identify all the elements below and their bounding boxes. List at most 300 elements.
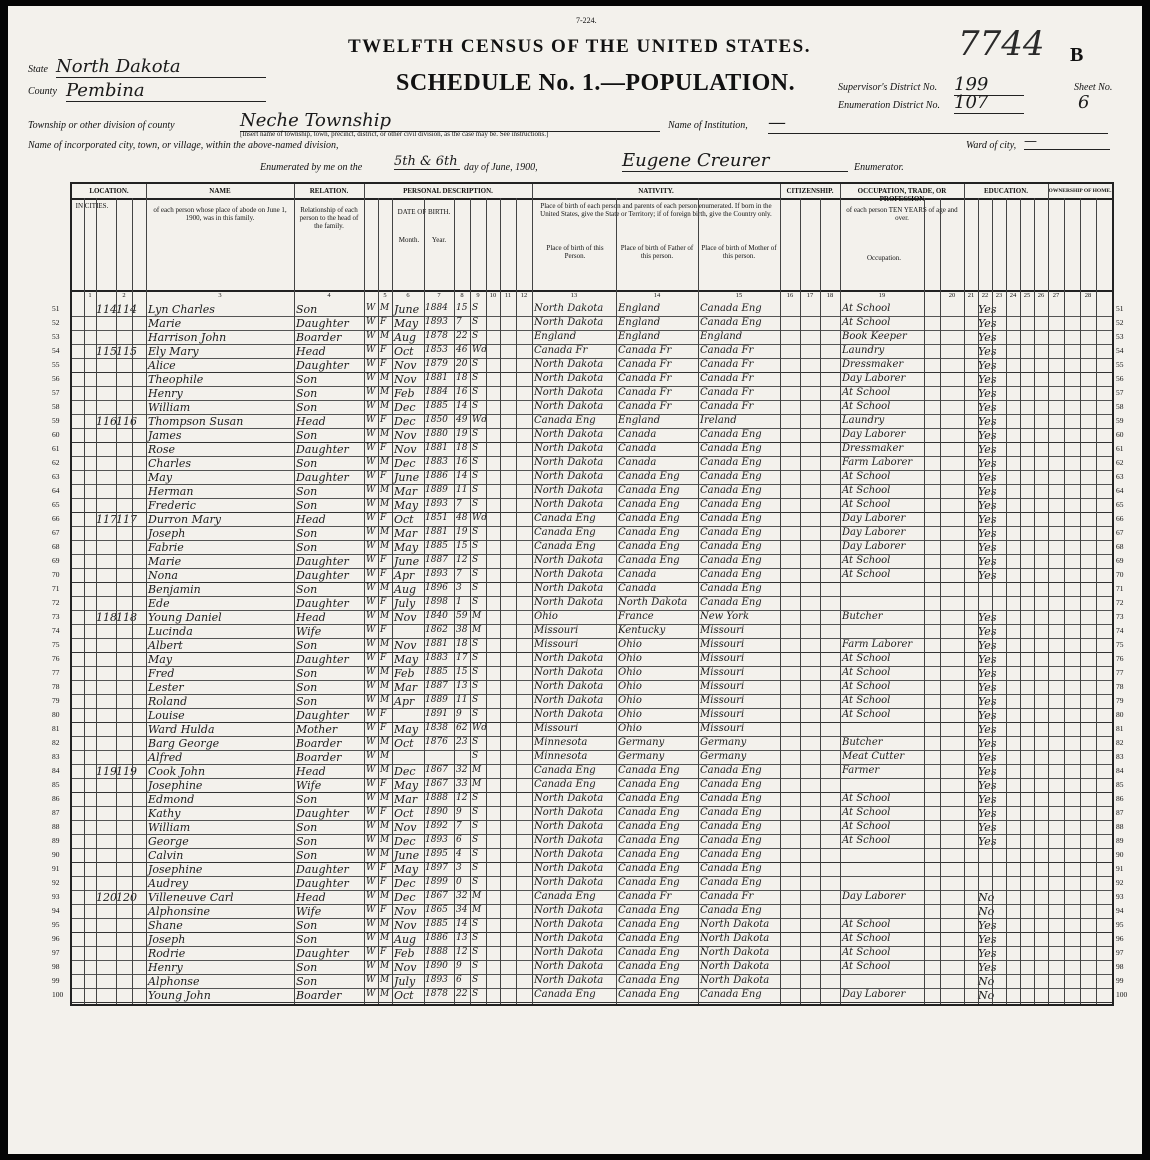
birth-month: Nov: [394, 429, 417, 442]
birth-year: 1886: [425, 933, 448, 943]
marital-status: S: [472, 401, 479, 411]
can-read: Yes: [978, 709, 997, 722]
birth-month: Mar: [394, 527, 418, 540]
column-number: 27: [1052, 292, 1060, 299]
color: W: [366, 723, 376, 733]
birthplace-person: North Dakota: [534, 303, 604, 314]
birthplace-father: Canada Eng: [618, 835, 680, 846]
marital-status: S: [472, 709, 479, 719]
birthplace-father: Canada Eng: [618, 793, 680, 804]
birth-month: Feb: [394, 667, 415, 680]
person-name: Fred: [148, 667, 175, 680]
birth-year: 1886: [425, 471, 448, 481]
birthplace-mother: Canada Eng: [700, 457, 762, 468]
sheet-letter: B: [1070, 44, 1084, 66]
birthplace-father: Canada Fr: [618, 401, 672, 412]
row-number-right: 57: [1116, 388, 1124, 397]
relation: Son: [296, 933, 318, 946]
marital-status: Wd: [472, 513, 488, 523]
can-read: No: [978, 891, 995, 904]
birth-year: 1897: [425, 863, 448, 873]
row-number-right: 75: [1116, 640, 1124, 649]
row-number-left: 81: [52, 724, 60, 733]
person-name: Ely Mary: [148, 345, 199, 358]
birthplace-father: Canada Eng: [618, 765, 680, 776]
enumerator-value: Eugene Creurer: [622, 150, 848, 172]
row-number-left: 56: [52, 374, 60, 383]
stamp-number: 7744: [958, 24, 1045, 64]
marital-status: S: [472, 835, 479, 845]
birthplace-person: North Dakota: [534, 905, 604, 916]
relation: Daughter: [296, 317, 349, 330]
enumeration-label: Enumeration District No.: [838, 100, 940, 111]
color: W: [366, 653, 376, 663]
sex: M: [380, 919, 390, 929]
enumerated-by-label: Enumerated by me on the: [260, 162, 363, 173]
supervisor-label: Supervisor's District No.: [838, 82, 938, 93]
can-read: Yes: [978, 947, 997, 960]
sex: F: [380, 359, 387, 369]
location-header: LOCATION.: [89, 187, 129, 195]
color: W: [366, 303, 376, 313]
row-number-left: 79: [52, 696, 60, 705]
birthplace-person: North Dakota: [534, 499, 604, 510]
birth-month: May: [394, 653, 419, 666]
person-name: Lester: [148, 681, 184, 694]
birth-year: 1885: [425, 919, 448, 929]
color: W: [366, 583, 376, 593]
age: 32: [456, 891, 468, 901]
color: W: [366, 989, 376, 999]
color: W: [366, 821, 376, 831]
birth-month: Nov: [394, 821, 417, 834]
nativity-description: Place of birth of each person and parents of each person enumerated. If born in the United States, give the State or Territory; if of foreign birth, give the Country only.: [540, 202, 772, 218]
row-number-left: 54: [52, 346, 60, 355]
sex: M: [380, 387, 390, 397]
color: W: [366, 597, 376, 607]
birth-month: June: [394, 303, 420, 316]
row-number-right: 70: [1116, 570, 1124, 579]
occupation: At School: [842, 919, 891, 930]
person-name: Rodrie: [148, 947, 186, 960]
relation: Wife: [296, 625, 322, 638]
color: W: [366, 919, 376, 929]
birth-month: Nov: [394, 961, 417, 974]
row-number-right: 55: [1116, 360, 1124, 369]
birth-month: Dec: [394, 877, 416, 890]
birthplace-mother: Canada Eng: [700, 429, 762, 440]
row-number-left: 67: [52, 528, 60, 537]
birth-month: July: [394, 975, 416, 988]
relation: Head: [296, 513, 326, 526]
birthplace-father: Canada: [618, 583, 657, 594]
marital-status: S: [472, 303, 479, 313]
marital-status: S: [472, 989, 479, 999]
age: 22: [456, 989, 468, 999]
can-read: Yes: [978, 751, 997, 764]
color: W: [366, 737, 376, 747]
census-title: TWELFTH CENSUS OF THE UNITED STATES.: [348, 36, 811, 57]
sex: F: [380, 597, 387, 607]
birthplace-mother: Canada Eng: [700, 835, 762, 846]
birthplace-father: Canada Eng: [618, 877, 680, 888]
birthplace-person: Canada Eng: [534, 415, 596, 426]
birthplace-mother: Germany: [700, 751, 747, 762]
color: W: [366, 751, 376, 761]
row-number-left: 86: [52, 794, 60, 803]
occupation: At School: [842, 947, 891, 958]
row-number-left: 77: [52, 668, 60, 677]
color: W: [366, 877, 376, 887]
sex: M: [380, 695, 390, 705]
birthplace-father: Canada Eng: [618, 863, 680, 874]
color: W: [366, 779, 376, 789]
birth-month: May: [394, 723, 419, 736]
color: W: [366, 807, 376, 817]
marital-status: S: [472, 933, 479, 943]
person-name: Alice: [148, 359, 176, 372]
birthplace-mother: Canada Eng: [700, 765, 762, 776]
birthplace-father: Canada Eng: [618, 905, 680, 916]
birthplace-person: North Dakota: [534, 429, 604, 440]
birth-year: 1883: [425, 457, 448, 467]
relation: Daughter: [296, 555, 349, 568]
row-number-left: 58: [52, 402, 60, 411]
occupation: Day Laborer: [842, 527, 906, 538]
occupation: Dressmaker: [842, 359, 904, 370]
marital-status: S: [472, 555, 479, 565]
birthplace-father: Ohio: [618, 667, 642, 678]
age: 19: [456, 429, 468, 439]
row-number-right: 92: [1116, 878, 1124, 887]
birth-year: 1876: [425, 737, 448, 747]
occupation-description: of each person TEN YEARS of age and over.: [846, 206, 958, 222]
row-number-right: 72: [1116, 598, 1124, 607]
row-number-right: 89: [1116, 836, 1124, 845]
birthplace-person: North Dakota: [534, 471, 604, 482]
marital-status: S: [472, 597, 479, 607]
relation: Daughter: [296, 653, 349, 666]
birthplace-mother: Canada Eng: [700, 527, 762, 538]
age: 38: [456, 625, 468, 635]
month-header: Month.: [398, 236, 420, 244]
age: 20: [456, 359, 468, 369]
occupation: At School: [842, 401, 891, 412]
can-read: Yes: [978, 373, 997, 386]
row-number-left: 94: [52, 906, 60, 915]
relation: Son: [296, 667, 318, 680]
column-number: 4: [327, 292, 331, 299]
relation: Daughter: [296, 709, 349, 722]
color: W: [366, 541, 376, 551]
occupation: At School: [842, 961, 891, 972]
enumeration-value: 107: [954, 92, 1024, 114]
age: 9: [456, 709, 462, 719]
age: 19: [456, 527, 468, 537]
birthplace-father: Canada: [618, 443, 657, 454]
row-number-right: 76: [1116, 654, 1124, 663]
marital-status: S: [472, 569, 479, 579]
birth-month: Mar: [394, 681, 418, 694]
person-name: Herman: [148, 485, 194, 498]
birthplace-mother: Missouri: [700, 625, 745, 636]
person-name: Thompson Susan: [148, 415, 244, 428]
row-number-right: 51: [1116, 304, 1124, 313]
birthplace-father: Kentucky: [618, 625, 666, 636]
row-number-left: 52: [52, 318, 60, 327]
birthplace-person: Missouri: [534, 625, 579, 636]
row-number-right: 91: [1116, 864, 1124, 873]
birthplace-person: Canada Eng: [534, 891, 596, 902]
birth-year: 1890: [425, 961, 448, 971]
birth-month: Oct: [394, 989, 414, 1002]
person-name: Young John: [148, 989, 211, 1002]
birth-year: 1893: [425, 317, 448, 327]
birthplace-mother: Canada Eng: [700, 569, 762, 580]
row-number-left: 59: [52, 416, 60, 425]
person-name: Fabrie: [148, 541, 184, 554]
birth-year: 1881: [425, 373, 448, 383]
birth-year: 1893: [425, 569, 448, 579]
birthplace-father: Canada: [618, 429, 657, 440]
can-read: Yes: [978, 527, 997, 540]
birth-month: Aug: [394, 933, 417, 946]
birthplace-mother: Missouri: [700, 653, 745, 664]
occupation: Laundry: [842, 415, 885, 426]
birthplace-person: North Dakota: [534, 667, 604, 678]
can-read: Yes: [978, 779, 997, 792]
birthplace-mother: Canada Eng: [700, 471, 762, 482]
can-read: Yes: [978, 625, 997, 638]
sex: M: [380, 681, 390, 691]
birthplace-mother: Missouri: [700, 709, 745, 720]
marital-status: S: [472, 919, 479, 929]
can-read: Yes: [978, 667, 997, 680]
row-number-right: 60: [1116, 430, 1124, 439]
birthplace-father: Germany: [618, 737, 665, 748]
in-cities-header: IN CITIES.: [75, 202, 109, 210]
occupation-subheader: Occupation.: [866, 254, 901, 262]
row-number-right: 78: [1116, 682, 1124, 691]
birth-year: 1899: [425, 877, 448, 887]
occupation: At School: [842, 485, 891, 496]
marital-status: S: [472, 331, 479, 341]
sex: F: [380, 877, 387, 887]
dwelling-number: 114: [96, 303, 117, 316]
row-number-left: 96: [52, 934, 60, 943]
marital-status: S: [472, 499, 479, 509]
color: W: [366, 387, 376, 397]
birth-month: Oct: [394, 807, 414, 820]
can-read: Yes: [978, 555, 997, 568]
can-read: Yes: [978, 695, 997, 708]
person-name: Frederic: [148, 499, 196, 512]
occupation: At School: [842, 807, 891, 818]
row-number-left: 55: [52, 360, 60, 369]
can-read: Yes: [978, 961, 997, 974]
dwelling-number: 119: [96, 765, 117, 778]
sex: M: [380, 331, 390, 341]
birthplace-mother: Canada Eng: [700, 793, 762, 804]
color: W: [366, 709, 376, 719]
birthplace-mother: Canada Fr: [700, 359, 754, 370]
marital-status: S: [472, 429, 479, 439]
birthplace-father: Ohio: [618, 681, 642, 692]
column-number: 10: [489, 292, 497, 299]
birth-month: Dec: [394, 401, 416, 414]
column-number: 5: [383, 292, 387, 299]
row-number-right: 59: [1116, 416, 1124, 425]
age: 13: [456, 933, 468, 943]
sex: M: [380, 429, 390, 439]
birth-month: Feb: [394, 947, 415, 960]
row-number-right: 56: [1116, 374, 1124, 383]
can-read: Yes: [978, 793, 997, 806]
sex: M: [380, 751, 390, 761]
person-name: Audrey: [148, 877, 189, 890]
birth-year: 1879: [425, 359, 448, 369]
can-read: Yes: [978, 471, 997, 484]
can-read: Yes: [978, 359, 997, 372]
township-label: Township or other division of county: [28, 120, 175, 131]
sex: M: [380, 401, 390, 411]
birth-year: 1881: [425, 639, 448, 649]
occupation: At School: [842, 317, 891, 328]
birth-month: Feb: [394, 387, 415, 400]
birthplace-mother: Missouri: [700, 695, 745, 706]
relation: Son: [296, 681, 318, 694]
row-number-right: 73: [1116, 612, 1124, 621]
marital-status: S: [472, 821, 479, 831]
age: 15: [456, 667, 468, 677]
birth-year: 1887: [425, 681, 448, 691]
marital-status: M: [472, 625, 482, 635]
person-name: Lucinda: [148, 625, 193, 638]
birthplace-father: Ohio: [618, 639, 642, 650]
birthplace-person: England: [534, 331, 577, 342]
marital-status: M: [472, 905, 482, 915]
birth-year: 1888: [425, 793, 448, 803]
day-of-label: day of June, 1900,: [464, 162, 538, 173]
birthplace-mother: Missouri: [700, 667, 745, 678]
occupation: At School: [842, 387, 891, 398]
birthplace-father: Canada Eng: [618, 499, 680, 510]
sex: M: [380, 933, 390, 943]
relation: Daughter: [296, 597, 349, 610]
birth-month: May: [394, 541, 419, 554]
age: 17: [456, 653, 468, 663]
birthplace-person: North Dakota: [534, 709, 604, 720]
can-read: No: [978, 989, 995, 1002]
birth-month: Dec: [394, 765, 416, 778]
person-name: Alfred: [148, 751, 183, 764]
row-number-right: 80: [1116, 710, 1124, 719]
birthplace-father: Ohio: [618, 723, 642, 734]
year-header: Year.: [431, 236, 447, 244]
column-number: 16: [786, 292, 794, 299]
sex: F: [380, 415, 387, 425]
age: 12: [456, 793, 468, 803]
birth-year: 1867: [425, 891, 448, 901]
person-name: Alphonse: [148, 975, 200, 988]
row-number-left: 61: [52, 444, 60, 453]
color: W: [366, 793, 376, 803]
birth-year: 1885: [425, 667, 448, 677]
row-number-right: 97: [1116, 948, 1124, 957]
can-read: Yes: [978, 457, 997, 470]
column-number: 9: [476, 292, 480, 299]
relation: Daughter: [296, 359, 349, 372]
family-number: 119: [116, 765, 137, 778]
age: 0: [456, 877, 462, 887]
row-number-right: 71: [1116, 584, 1124, 593]
marital-status: S: [472, 653, 479, 663]
column-number: 19: [878, 292, 886, 299]
relation: Boarder: [296, 331, 342, 344]
relation: Son: [296, 961, 318, 974]
relation: Son: [296, 387, 318, 400]
person-name: Marie: [148, 317, 182, 330]
birthplace-mother: Canada Eng: [700, 443, 762, 454]
row-number-right: 81: [1116, 724, 1124, 733]
color: W: [366, 863, 376, 873]
nativity-header: NATIVITY.: [638, 187, 674, 195]
row-number-right: 53: [1116, 332, 1124, 341]
can-read: Yes: [978, 919, 997, 932]
person-name: Theophile: [148, 373, 204, 386]
sex: M: [380, 737, 390, 747]
person-name: George: [148, 835, 189, 848]
marital-status: Wd: [472, 415, 488, 425]
occupation: Day Laborer: [842, 429, 906, 440]
birth-year: 1867: [425, 765, 448, 775]
column-number: 20: [948, 292, 956, 299]
row-number-right: 96: [1116, 934, 1124, 943]
column-number: 28: [1084, 292, 1092, 299]
township-note: [Insert name of township, town, precinct, district, or other civil division, as the case may be. See instructions.]: [240, 130, 549, 138]
row-number-right: 74: [1116, 626, 1124, 635]
relation: Head: [296, 415, 326, 428]
row-number-right: 54: [1116, 346, 1124, 355]
relation: Daughter: [296, 947, 349, 960]
color: W: [366, 947, 376, 957]
birth-year: 1893: [425, 975, 448, 985]
birthplace-person: North Dakota: [534, 597, 604, 608]
marital-status: S: [472, 681, 479, 691]
occupation: At School: [842, 499, 891, 510]
relation: Son: [296, 303, 318, 316]
birthplace-person: Minnesota: [534, 751, 588, 762]
row-number-right: 95: [1116, 920, 1124, 929]
name-description: of each person whose place of abode on June 1, 1900, was in this family.: [153, 206, 287, 222]
age: 11: [456, 695, 468, 705]
row-number-left: 60: [52, 430, 60, 439]
sex: M: [380, 765, 390, 775]
age: 23: [456, 737, 468, 747]
marital-status: S: [472, 975, 479, 985]
can-read: Yes: [978, 821, 997, 834]
county-label: County: [28, 86, 57, 97]
age: 12: [456, 947, 468, 957]
relation: Son: [296, 401, 318, 414]
birth-month: Apr: [394, 569, 415, 582]
age: 7: [456, 569, 462, 579]
relation: Son: [296, 541, 318, 554]
marital-status: S: [472, 317, 479, 327]
family-number: 117: [116, 513, 137, 526]
birthplace-person: North Dakota: [534, 681, 604, 692]
birth-month: Oct: [394, 737, 414, 750]
